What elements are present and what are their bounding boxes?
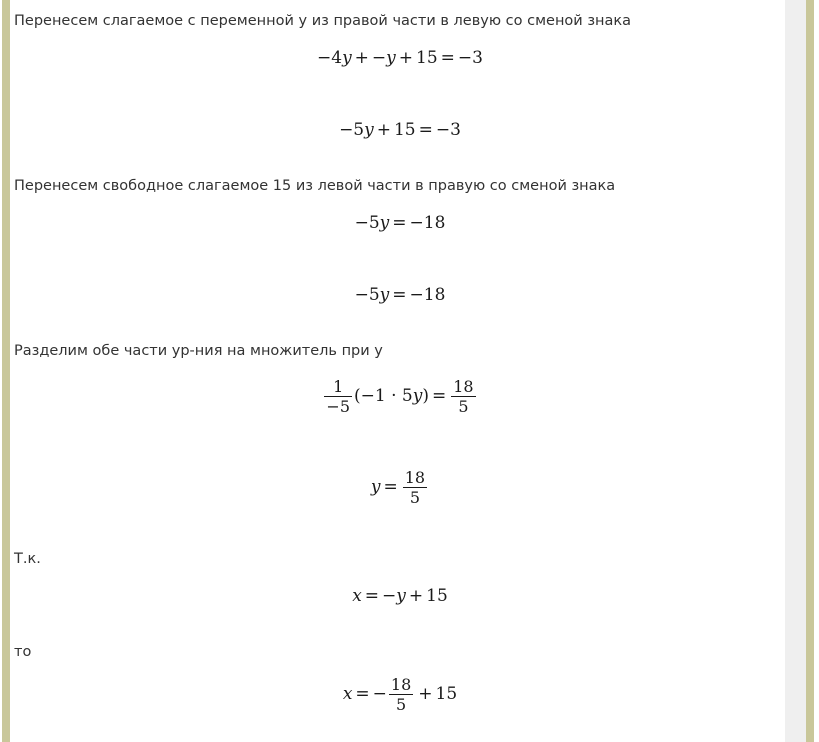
eq5-variable: y [412, 386, 423, 406]
solution-content [10, 0, 785, 742]
eq1-variable: y [342, 48, 352, 68]
eq5-fraction-left [324, 377, 352, 416]
eq3-equals: = [392, 213, 407, 233]
equation-5 [10, 377, 790, 416]
eq5-rhs-denominator: 5 [451, 396, 475, 416]
left-border-bar [2, 0, 10, 742]
equation-2 [10, 119, 790, 141]
eq2-coefficient: −5 [339, 120, 365, 140]
equation-1 [10, 47, 790, 69]
eq4-coefficient: −5 [354, 285, 380, 305]
eq5-equals: = [431, 386, 447, 406]
eq3-coefficient: −5 [354, 213, 380, 233]
eq8-numerator: 18 [390, 675, 412, 694]
eq5-inner-product: −1 · 5 [360, 386, 413, 406]
eq8-minus: − [372, 684, 387, 704]
eq4-variable: y [379, 285, 390, 305]
eq7-variable-2: y [396, 586, 406, 606]
eq1-constant: 15 [416, 48, 438, 68]
eq1-variable-2: y [386, 48, 396, 68]
right-scroll-gutter [785, 0, 806, 742]
eq5-close-paren: ) [422, 386, 429, 406]
right-edge [814, 0, 819, 742]
eq1-minus: − [371, 48, 387, 68]
step-text-divide: Разделим обе части ур-ния на множитель при y [14, 343, 383, 359]
eq5-rhs-numerator: 18 [453, 377, 474, 396]
equation-8 [10, 675, 790, 714]
step-text-move-variable: Перенесем слагаемое с переменной y из правой части в левую со сменой знака [14, 13, 632, 29]
eq7-constant: 15 [426, 586, 448, 606]
eq4-rhs: −18 [409, 285, 446, 305]
eq8-variable: x [342, 684, 353, 704]
step-text-move-constant: Перенесем свободное слагаемое 15 из левой части в правую со сменой знака [14, 178, 616, 194]
eq1-equals: = [440, 48, 455, 68]
eq5-denominator: −5 [326, 397, 350, 416]
equation-4 [10, 284, 790, 306]
equation-3 [10, 212, 790, 234]
eq5-numerator: 1 [333, 377, 344, 396]
eq6-numerator: 18 [404, 468, 426, 487]
eq5-fraction-right [451, 377, 475, 416]
eq2-constant: 15 [393, 120, 416, 140]
step-text-since: Т.к. [14, 551, 41, 567]
eq6-fraction [403, 468, 427, 507]
equation-7 [10, 585, 790, 607]
eq1-plus-2: + [398, 48, 414, 68]
eq7-variable: x [352, 586, 362, 606]
step-text-then: то [14, 644, 32, 660]
eq2-plus: + [376, 120, 391, 140]
eq2-variable: y [364, 120, 374, 140]
eq2-equals: = [418, 120, 433, 140]
eq6-denominator: 5 [403, 487, 427, 507]
eq4-equals: = [392, 285, 407, 305]
right-border-bar [806, 0, 814, 742]
eq8-denominator: 5 [389, 694, 413, 714]
eq2-rhs: −3 [435, 120, 461, 140]
eq1-plus: + [354, 48, 369, 68]
eq7-equals: = [364, 586, 380, 606]
eq6-equals: = [383, 477, 398, 497]
eq3-variable: y [379, 213, 390, 233]
eq7-plus: + [408, 586, 424, 606]
eq3-rhs: −18 [409, 213, 446, 233]
eq5-open-paren: ( [354, 386, 361, 406]
eq1-coefficient: −4 [317, 48, 343, 68]
eq8-constant: 15 [435, 684, 458, 704]
eq7-minus: − [382, 586, 397, 606]
equation-6 [10, 468, 790, 507]
eq1-rhs: −3 [457, 48, 483, 68]
eq8-equals: = [355, 684, 370, 704]
eq8-plus: + [418, 684, 433, 704]
eq8-fraction [389, 675, 413, 714]
eq6-variable: y [370, 477, 381, 497]
